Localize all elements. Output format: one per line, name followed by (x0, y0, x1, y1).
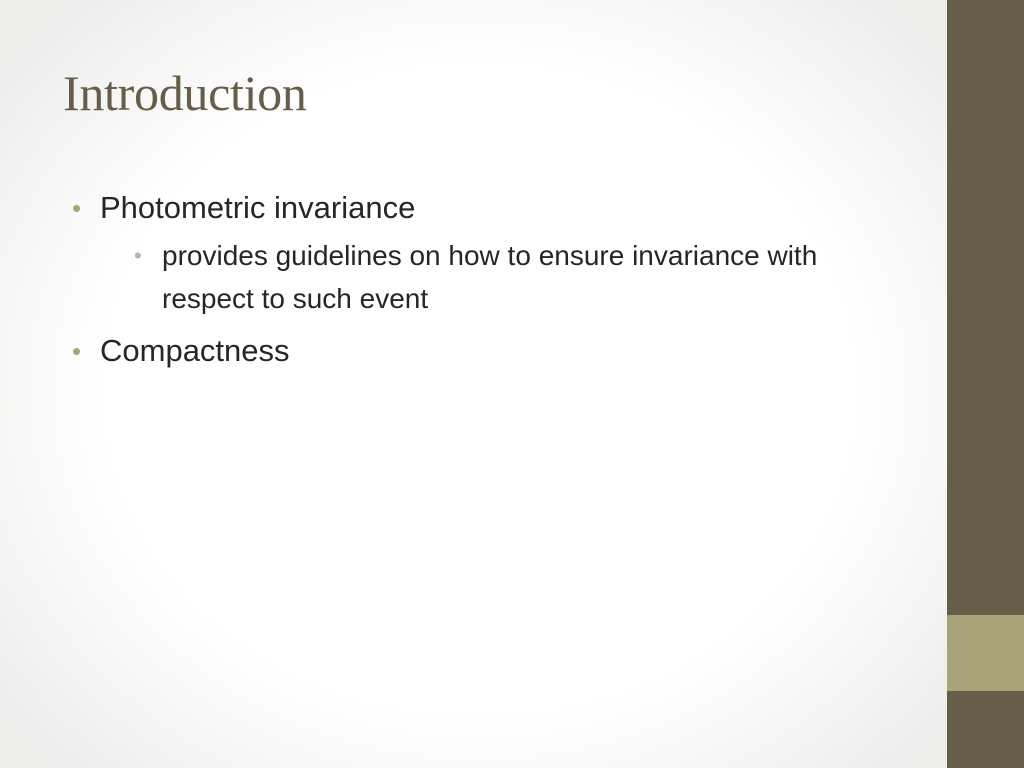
sub-bullet-text: provides guidelines on how to ensure invariance with respect to such event (162, 240, 818, 314)
slide-title: Introduction (63, 65, 307, 121)
bullet-text: Photometric invariance (100, 190, 416, 225)
side-accent-block (947, 615, 1024, 691)
bullet-item (72, 187, 892, 320)
sub-bullet-item (134, 234, 892, 320)
sub-bullet-list (100, 234, 892, 320)
bullet-icon: • (72, 336, 82, 366)
bullet-item (72, 330, 892, 372)
bullet-icon: • (72, 193, 82, 223)
bullet-text: Compactness (100, 333, 290, 368)
sub-bullet-icon: • (134, 243, 142, 268)
bullet-list (72, 187, 892, 372)
